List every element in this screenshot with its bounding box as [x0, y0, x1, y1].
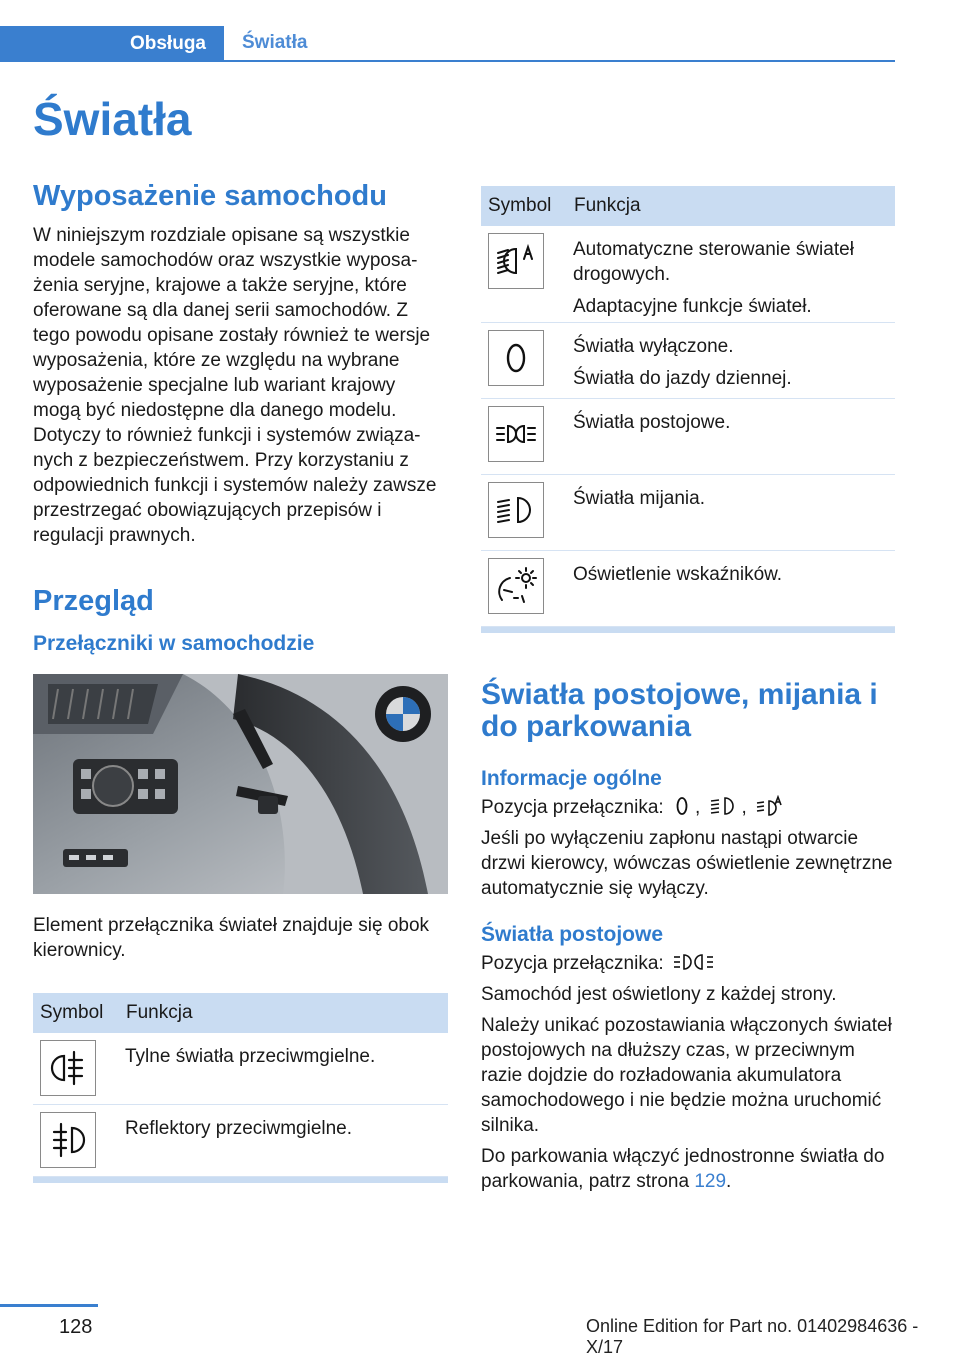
- table-row: [481, 398, 895, 474]
- parking-light-icon: [488, 406, 544, 462]
- parking-text-2: Należy unikać pozostawiania włączonych świateł postojowych na dłuższy czas, w przeciwnym razie dojdzie do rozładowania akumulatora samochodowego i nie będzie można uruchomić silnika.: [481, 1014, 892, 1136]
- rear-fog-light-icon: [40, 1040, 96, 1096]
- heading-equipment: Wyposażenie samochodu: [33, 180, 387, 212]
- page-number: 128: [59, 1316, 93, 1338]
- table-end-bar: [33, 1177, 448, 1183]
- auto-headlight-icon: [755, 795, 785, 817]
- switch-position-label: Pozycja przełącznika:: [481, 796, 664, 818]
- row-text: Reflektory przeciwmgielne.: [125, 1118, 353, 1139]
- auto-headlight-icon: [488, 233, 544, 289]
- right-column: [481, 186, 895, 1194]
- photo-caption: Element przełącznika świateł znajduje się obok kierownicy.: [33, 915, 430, 961]
- heading-section: Światła postojowe, mijania i do parkowania: [481, 677, 878, 743]
- low-beam-icon: [488, 482, 544, 538]
- table-row: [481, 550, 895, 626]
- right-symbol-table: [481, 186, 895, 627]
- row-text: Światła postojowe.: [573, 411, 731, 433]
- switch-position-label: Pozycja przełącznika:: [481, 952, 664, 974]
- parking-text-3-end: .: [726, 1170, 732, 1192]
- parking-text-3-body: Do parkowania włączyć jednostronne światła do parkowania, patrz strona: [481, 1145, 885, 1192]
- table-end-bar: [481, 627, 895, 633]
- row-text: Tylne światła przeciwmgielne.: [125, 1046, 376, 1067]
- page-title: Światła: [33, 93, 192, 145]
- heading-overview: Przegląd: [33, 585, 154, 617]
- tab-obsluga-label: Obsługa: [129, 33, 206, 54]
- tab-obsluga[interactable]: [0, 26, 224, 62]
- table-row: [481, 226, 895, 322]
- parking-text-1: Samochód jest oświetlony z każdej strony.: [481, 983, 837, 1005]
- row-text: Automatyczne sterowanie świateł drogowych.: [573, 239, 854, 285]
- lights-off-icon: [672, 795, 692, 817]
- parking-text-3: [481, 1144, 895, 1194]
- instrument-lighting-icon: [488, 558, 544, 614]
- table-row: [33, 1033, 448, 1105]
- table-row: [481, 474, 895, 550]
- left-symbol-table: [33, 993, 448, 1177]
- col-symbol-header: Symbol: [481, 186, 567, 226]
- row-text-secondary: Światła do jazdy dziennej.: [573, 367, 792, 389]
- parking-light-icon: [672, 951, 716, 973]
- col-function-header: Funkcja: [567, 186, 895, 226]
- front-fog-light-icon: [40, 1112, 96, 1168]
- edition-footer: Online Edition for Part no. 01402984636 - X/17: [586, 1316, 919, 1357]
- left-column: [33, 180, 448, 1183]
- switch-position-line: [481, 951, 895, 976]
- row-text: Oświetlenie wskaźników.: [573, 563, 783, 585]
- equipment-text: W niniejszym rozdziale opisane są wszystkie modele samochodów oraz wszystkie wyposażenia seryjne, krajowe a także seryjne, które oferowane są dla danej serii samochodów. Z tego powodu opisane zostały również te wersje wyposażenia, które ze względu na wybrane wyposażenie specjalne lub wariant krajowy mogą być niedostępne dla danego modelu. Dotyczy to również funkcji i systemów związanych z bezpieczeństwem. Przy korzystaniu z odpowiednich funkcji i systemów należy zawsze przestrzegać obowiązujących przepisów i regulacji prawnych.: [33, 225, 437, 546]
- low-beam-icon: [709, 795, 739, 817]
- heading-switches: Przełączniki w samochodzie: [33, 632, 315, 655]
- general-text: Jeśli po wyłączeniu zapłonu nastąpi otwarcie drzwi kierowcy, wówczas oświetlenie zewnętrzne automatycznie się wyłączy.: [481, 827, 893, 899]
- table-header: [481, 186, 895, 226]
- row-text: Światła wyłączone.: [573, 335, 734, 357]
- tab-swiatla[interactable]: [224, 26, 895, 62]
- table-row: [481, 322, 895, 398]
- col-symbol-header: Symbol: [33, 993, 119, 1033]
- table-header: [33, 993, 448, 1033]
- page-link-129[interactable]: 129: [694, 1170, 727, 1192]
- footer-rule: [0, 1304, 98, 1307]
- separator: ,: [741, 796, 747, 818]
- col-function-header: Funkcja: [119, 993, 448, 1033]
- separator: ,: [694, 796, 701, 818]
- row-text: Światła mijania.: [573, 487, 705, 509]
- dashboard-switches-photo: [33, 674, 448, 894]
- tab-swiatla-label: Światła: [242, 32, 308, 53]
- heading-general: Informacje ogólne: [481, 766, 662, 790]
- heading-parking: Światła postojowe: [481, 922, 664, 946]
- switch-position-line: [481, 795, 895, 820]
- row-text-secondary: Adaptacyjne funkcje świateł.: [573, 296, 812, 317]
- table-row: [33, 1105, 448, 1177]
- lights-off-icon: [488, 330, 544, 386]
